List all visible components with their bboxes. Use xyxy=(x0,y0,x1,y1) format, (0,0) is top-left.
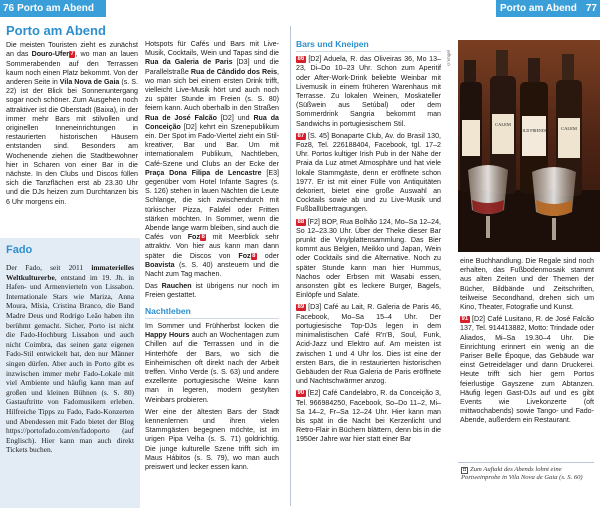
page-number-left: 76 xyxy=(3,3,15,14)
camera-icon: ◘ xyxy=(463,468,467,473)
fado-infobox xyxy=(0,238,140,508)
port-wine-photo xyxy=(458,40,600,252)
fado-heading: Fado xyxy=(6,244,33,256)
map-marker: 7 xyxy=(70,51,74,58)
page-number-right: 77 xyxy=(585,3,597,14)
header-left xyxy=(0,0,106,17)
link-douro-ufer[interactable]: Douro-Ufer xyxy=(31,50,70,59)
nachtleben-paragraph: Im Sommer und Frühherbst locken die Happy Hours auch an Wochentagen zum Chillen auf die Terrassen und in die Hinterhöfe der Bars, wo sich die Einheimischen oft direkt nach der Arbeit treffen. Vinho Verde (s. S. 63) und andere exzellente portugiesische Weine kann man in legeren, modern gestylten Weinbars probieren. xyxy=(145,321,279,404)
bar-entry: 91 [D2] Café Lusitano, R. de José Falcão 137, Tel. 914413882, Motto: Trindade oder Aliados, Mi–Sa 19.30–4 Uhr. Die Einrichtung erinnert ein wenig an die Pariser Belle Époque, das Gebäude war einst Getreidelager und dann Druckerei. Heute trifft sich hier gern Portos feierlustige Gayszene zum Abtanzen. Häufig legen Gast-DJs auf und es gibt Events wie Livekonzerte (oft mittwochabends) sowie Tango- und Fado-Abende, außerdem ein Restaurant. xyxy=(460,315,594,425)
hotspots-paragraph: Hotspots für Cafés und Bars mit Live-Musik, Cocktails, Wein und Tapas sind die Rua da Galeria de Paris [D3] und die Parallelstraße Rua de Cândido dos Reis, wo man sich bei einem ersten Drink trifft, vielleicht Live-Musik hört und auch noch zu später Stunde im Freien (s. S. 80) feiern kann. Auch oberhalb in den Straßen Rua de José Falcão [D2] und Rua da Conceição [D2] kehrt ein Szenepublikum ein. Der Spot im Fado-Viertel zieht ein Stil-kreativer, Bar und Bar. Um mit internationalem Publikum, Nachtleben, Café-Szene und Clubs an der Ecke der Praça Dona Filipa de Lencastre [E3] gegenüber vom Hotel Infante Sagres (s. S. 126) stehen in lauen Nächten die Leute Schlange, die sich zwischendurch mit türkischer Pizza, Falafel oder Fritten stärken möchten. In Sommer, wenn die Abende lange warm bleiben, sind auch die Cafés von Foz 8 mit Meerblick sehr attraktiv. Von hier aus kann man dann später die Discos von Foz 8 oder Boavista (s. S. 40) ansteuern und die Nacht zum Tag machen. xyxy=(145,40,280,279)
fado-text: Der Fado, seit 2011 immaterielles Weltkulturerbe, entstand im 19. Jh. in Hafen- und Armenvierteln von Lissabon. Internationale Stars wie Mariza, Anna Moura, Mísia, Cristina Branco, die Band Madre Deus und Rodrigo Leão haben ihn berühmt gemacht. Sicher, Porto ist nicht die Fado-Hochburg Lissabon und auch nicht Coimbra, das seinen ganz eigenen Fado-Stil entwickelt hat, den nur Männer singen dürfen. Aber auch in Porto gibt es inzwischen immer mehr Fado-Lokale mit viel Ambiente und häufig kann man auf großen und kleinen Bühnen (s. S. 80) Gastauftritte von Fadomusikern erleben. Hilfreiche Tipps zu Fado, Fado-Konzerten und Abendessen mit Fado bietet der Blog https://portofado.com/en/fadoporto (auf Englisch). Hier kann man auch direkt Tickets buchen. xyxy=(6,263,134,455)
page-title: Porto am Abend xyxy=(6,23,106,38)
middle-column xyxy=(145,40,279,475)
svg-text:CALEM: CALEM xyxy=(495,122,511,127)
port-wine-photo-illustration xyxy=(458,40,600,252)
column-divider xyxy=(290,26,291,506)
oldest-bars-paragraph: Wer eine der ältesten Bars der Stadt kennenlernen und ihren vielen Stammgästen begegnen möchte, ist im urigen Pipa Velha (s. S. 71) goldrichtig. Die junge kulturelle Szene trifft sich im Maus Hábitos (s. S. 79), wo man auch preiswert und lecker essen kann. xyxy=(145,407,279,471)
rauchen-paragraph: Das Rauchen ist übrigens nur noch im Freien gestattet. xyxy=(145,282,280,300)
caption-divider xyxy=(458,462,594,463)
svg-text:CALEM: CALEM xyxy=(561,126,577,131)
svg-text:OLD FRIENDS: OLD FRIENDS xyxy=(521,128,547,133)
bar-entry: 86 [D2] Aduela, R. das Oliveiras 36, Mo 13–23, Di–Do 10–23 Uhr. Schon zum Aperitif oder After-Work-Drink beliebte Weinbar mit Livemusik in einem früheren Warenhaus mit Terrasse. Zu lokalen Weinen, Moskateller (Süßwein aus Setúbal) oder dem Sommerdrink Sangria bekommt man Sandwichs in portugiesischem Stil. xyxy=(296,55,441,128)
nachtleben-heading: Nachtleben xyxy=(145,307,279,319)
bookstore-continuation: eine Buchhandlung. Die Regale sind noch erhalten, das Fußbodenmosaik stammt aus alten Zeiten und der Themen der Bücher, Bildbände und Zeitschriften, teilweise Secondhand, drehen sich um Kino, Theater, Fotografie und Kunst. xyxy=(460,257,594,312)
intro-paragraph: Die meisten Touristen zieht es zunächst an das Douro-Ufer 7 , wo man an lauen Sommerabenden auf den Terrassen kaum noch einen Platz bekommt. Von der anderen Seite in Vila Nova de Gaia (s. S. 22) ist der Blick bei Sonnenuntergang sogar noch schöner. Zum Ausgehen noch attraktiver ist die Oberstadt (Baixa), in der immer mehr Bars mit stilvollen und originellen Inneneinrichtungen in restaurierten historischen Häusern entstanden sind. Besonders am Wochenende ziehen die Stadtbewohner hier in Scharen von einer Bar in die nächste. In den Clubs und Discos füllen sich die Tanzflächen erst ab 23.30 Uhr und die DJs heizen zum Durchtanzen bis 6 Uhr morgens ein. xyxy=(6,41,138,206)
photo-caption: ◘ Zum Auftakt des Abends lohnt eine Portweinprobe in Vila Nova de Gaia (s. S. 60) xyxy=(461,466,583,482)
bars-heading: Bars und Kneipen xyxy=(296,40,441,52)
right-column xyxy=(460,257,594,429)
bar-entry: 90 [E2] Café Candelabro, R. da Conceição 3, Tel. 966984250, Facebook, So–Do 11–2, Mi–Sa 14–2, Fr–Sa 12–24 Uhr. Hier kann man bis spät in die Nacht bei Kerzenlicht und Retro-Flair in Büchern blättern, denn bis in die 1950er Jahre war hier statt einer Bar xyxy=(296,389,441,444)
header-right xyxy=(496,0,600,17)
running-title-left: Porto am Abend xyxy=(17,3,94,14)
bar-entry: 88 [F2] BOP, Rua Bolhão 124, Mo–Sa 12–24, So 12–23.30 Uhr. Über der Theke dieser Bar prunkt die Vinylplattensammlung. Das Bier kommt aus Belgien, Meikko und Japan, Wein oder Cocktails sind die Alternative. Noch zu später Stunde kann man hier Hummus, Nachos oder Erbsen mit Wasabi essen, ansonsten gibt es leckere Burger, Bagels, Einlöpfe und Salate. xyxy=(296,217,441,300)
bar-entry: 87 [S. 45] Bonaparte Club, Av. do Brasil 130, Foz8, Tel. 226188404, Facebook, tgl. 17–2 Uhr. Portos kultiger Irish Pub in der Nähe der Praia da Luz atmet Atmosphäre und hat viele lokale Stammgäste, denn er eröffnete schon 1977. Er ist mit einer Fülle von Antiquitäten dekoriert, bietet eine große Auswahl an Cocktails sowie ab und zu Live-Musik und Fußballübertragungen. xyxy=(296,131,441,214)
bar-entry: 89 [D3] Café au Lait, R. Galeria de Paris 46, Facebook, Mo–Sa 15–4 Uhr. Der portugiesische Top-DJs legen in dem minimalistischen Café R'n'B, Soul, Funk, Acid-Jazz und Elektro auf. Am meisten ist zwischen 1 und 4 Uhr los. Dies ist eine der ersten Bars, die in restaurierten historischen Gebäuden der Rua Galeria de Paris eröffnete und Nachtschwärmer anzog. xyxy=(296,303,441,386)
photo-credit: ©Vogel xyxy=(446,50,451,67)
running-title-right: Porto am Abend xyxy=(500,3,577,14)
intro-column xyxy=(6,23,138,210)
link-vila-nova-de-gaia[interactable]: Vila Nova de Gaia xyxy=(59,78,120,87)
bars-column xyxy=(296,40,441,448)
